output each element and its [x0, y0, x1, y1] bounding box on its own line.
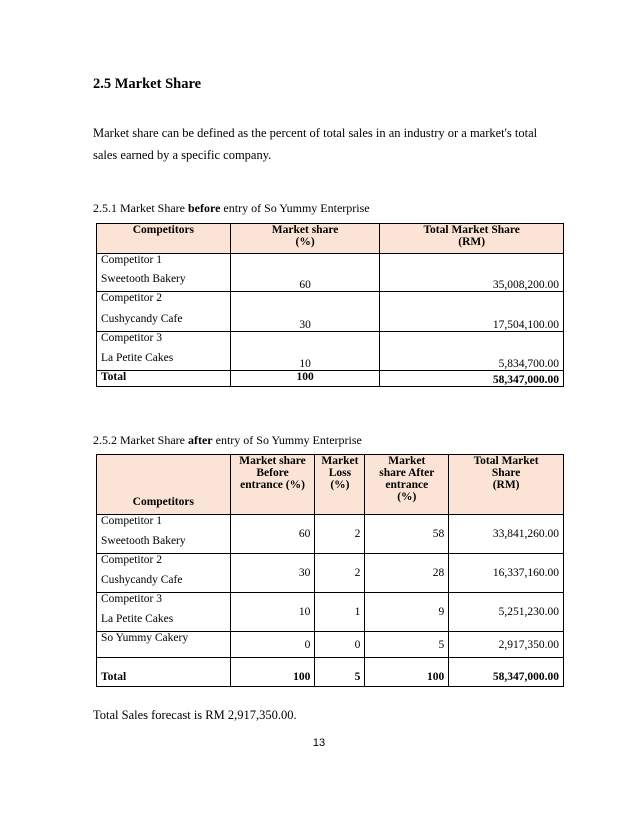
total-after: 100: [365, 658, 449, 687]
loss-cell: 1: [315, 593, 365, 632]
table2-caption-suffix: entry of So Yummy Enterprise: [212, 433, 362, 447]
table2-caption-bold: after: [187, 433, 213, 447]
header-share-after: Market share After entrance (%): [365, 455, 449, 515]
share-cell: 10: [230, 332, 380, 371]
competitor-cell: Competitor 1 Sweetooth Bakery: [97, 515, 231, 554]
intro-paragraph: [93, 122, 563, 166]
competitor-cell: So Yummy Cakery: [97, 632, 231, 658]
table2-caption: [93, 433, 362, 448]
after-cell: 5: [365, 632, 449, 658]
total-cell: 5,834,700.00: [380, 332, 564, 371]
before-cell: 30: [230, 554, 315, 593]
loss-cell: 2: [315, 515, 365, 554]
before-cell: 10: [230, 593, 315, 632]
total-amount: 58,347,000.00: [380, 371, 564, 387]
after-cell: 28: [365, 554, 449, 593]
table2-caption-prefix: 2.5.2 Market Share: [93, 433, 188, 447]
header-market-share: Market share (%): [230, 224, 380, 254]
header-total-market-share: Total Market Share (RM): [380, 224, 564, 254]
table-row: [97, 515, 564, 554]
footer-note: Total Sales forecast is RM 2,917,350.00.: [93, 708, 297, 722]
page-number: 13: [312, 737, 326, 749]
section-title: 2.5 Market Share: [93, 76, 202, 92]
intro-line-2: sales earned by a specific company.: [93, 148, 272, 162]
competitor-cell: Competitor 2 Cushycandy Cafe: [97, 292, 231, 332]
total-amount: 58,347,000.00: [449, 658, 564, 687]
share-cell: 60: [230, 254, 380, 292]
share-cell: 30: [230, 292, 380, 332]
total-loss: 5: [315, 658, 365, 687]
after-cell: 9: [365, 593, 449, 632]
header-share-before: Market share Before entrance (%): [230, 455, 315, 515]
total-before: 100: [230, 658, 315, 687]
competitor-cell: Competitor 3 La Petite Cakes: [97, 593, 231, 632]
market-share-before-table: [96, 223, 564, 387]
total-row: [97, 371, 564, 387]
table-row: [97, 292, 564, 332]
table1-caption-bold: before: [187, 201, 221, 215]
before-cell: 0: [230, 632, 315, 658]
loss-cell: 0: [315, 632, 365, 658]
table1-caption-prefix: 2.5.1 Market Share: [93, 201, 188, 215]
table-row: [97, 632, 564, 658]
competitor-cell: Competitor 3 La Petite Cakes: [97, 332, 231, 371]
table-row: [97, 554, 564, 593]
total-share: 100: [230, 371, 380, 387]
total-label: Total: [97, 371, 231, 387]
header-competitors: Competitors: [97, 224, 231, 254]
table1-caption: [93, 201, 370, 216]
total-cell: 33,841,260.00: [449, 515, 564, 554]
before-cell: 60: [230, 515, 315, 554]
competitor-cell: Competitor 1 Sweetooth Bakery: [97, 254, 231, 292]
intro-line-1: Market share can be defined as the percent of total sales in an industry or a market's total: [93, 126, 538, 140]
total-cell: 5,251,230.00: [449, 593, 564, 632]
table1-caption-suffix: entry of So Yummy Enterprise: [220, 201, 370, 215]
total-label: Total: [97, 658, 231, 687]
market-share-after-table: [96, 454, 564, 687]
header-total-market-share: Total Market Share (RM): [449, 455, 564, 515]
competitor-cell: Competitor 2 Cushycandy Cafe: [97, 554, 231, 593]
total-row: [97, 658, 564, 687]
after-cell: 58: [365, 515, 449, 554]
total-cell: 2,917,350.00: [449, 632, 564, 658]
header-competitors: Competitors: [97, 455, 231, 515]
table-row: [97, 332, 564, 371]
table-row: [97, 593, 564, 632]
total-cell: 35,008,200.00: [380, 254, 564, 292]
total-cell: 17,504,100.00: [380, 292, 564, 332]
total-cell: 16,337,160.00: [449, 554, 564, 593]
table-row: [97, 254, 564, 292]
header-market-loss: Market Loss (%): [315, 455, 365, 515]
loss-cell: 2: [315, 554, 365, 593]
